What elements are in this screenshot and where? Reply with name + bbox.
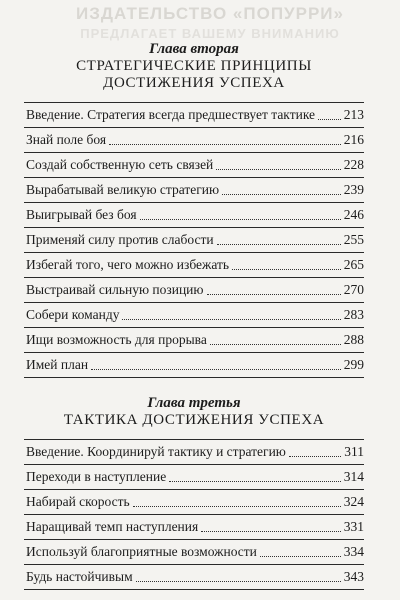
- chapter-label: Глава третья: [147, 395, 241, 411]
- toc-entry[interactable]: [24, 228, 364, 253]
- leader-dots: [169, 481, 341, 482]
- leader-dots: [207, 294, 341, 295]
- leader-dots: [133, 506, 341, 507]
- entry-title: Собери команду: [26, 307, 120, 322]
- entry-title: Переходи в наступление: [26, 469, 167, 484]
- leader-dots: [318, 119, 341, 120]
- toc-entry[interactable]: [24, 103, 364, 128]
- page-number: 239: [343, 182, 364, 197]
- toc-entry[interactable]: [24, 303, 364, 328]
- page-number: 314: [343, 469, 364, 484]
- toc-entry[interactable]: [24, 328, 364, 353]
- toc-list: [24, 439, 364, 590]
- page-number: 283: [343, 307, 364, 322]
- leader-dots: [217, 244, 341, 245]
- entry-title: Выигрывай без боя: [26, 207, 137, 222]
- chapter-label: Глава вторая: [149, 41, 239, 57]
- bleed-through-text: ИЗДАТЕЛЬСТВО «ПОПУРРИ»: [76, 4, 344, 23]
- leader-dots: [222, 194, 341, 195]
- leader-dots: [232, 269, 341, 270]
- chapter-title: ТАКТИКА ДОСТИЖЕНИЯ УСПЕХА: [63, 412, 325, 428]
- toc-entry[interactable]: [24, 203, 364, 228]
- toc-entry[interactable]: [24, 128, 364, 153]
- chapter-heading: [24, 394, 364, 429]
- leader-dots: [289, 456, 341, 457]
- leader-dots: [216, 169, 340, 170]
- toc-entry[interactable]: [24, 465, 364, 490]
- page-number: 213: [343, 107, 364, 122]
- toc-entry[interactable]: [24, 565, 364, 590]
- entry-title: Применяй силу против слабости: [26, 232, 214, 247]
- leader-dots: [122, 319, 340, 320]
- page-number: 343: [343, 569, 364, 584]
- toc-entry[interactable]: [24, 440, 364, 465]
- leader-dots: [210, 344, 341, 345]
- leader-dots: [109, 144, 341, 145]
- toc-entry[interactable]: [24, 490, 364, 515]
- entry-title: Используй благоприятные возможности: [26, 544, 257, 559]
- chapter-title: ДОСТИЖЕНИЯ УСПЕХА: [103, 75, 285, 91]
- leader-dots: [91, 369, 341, 370]
- page-number: 216: [343, 132, 364, 147]
- leader-dots: [140, 219, 341, 220]
- entry-title: Вырабатывай великую стратегию: [26, 182, 220, 197]
- chapter-title: СТРАТЕГИЧЕСКИЕ ПРИНЦИПЫ: [76, 58, 312, 74]
- toc-entry[interactable]: [24, 353, 364, 378]
- entry-title: Ищи возможность для прорыва: [26, 332, 207, 347]
- page-number: 288: [343, 332, 364, 347]
- entry-title: Будь настойчивым: [26, 569, 133, 584]
- toc-entry[interactable]: [24, 178, 364, 203]
- toc-entry[interactable]: [24, 153, 364, 178]
- page-number: 270: [343, 282, 364, 297]
- entry-title: Введение. Координируй тактику и стратегию: [26, 444, 286, 459]
- chapter-heading: [24, 40, 364, 92]
- toc-entry[interactable]: [24, 278, 364, 303]
- entry-title: Избегай того, чего можно избежать: [26, 257, 230, 272]
- leader-dots: [136, 581, 341, 582]
- entry-title: Набирай скорость: [26, 494, 130, 509]
- leader-dots: [201, 531, 341, 532]
- bleed-through-text: ПРЕДЛАГАЕТ ВАШЕМУ ВНИМАНИЮ: [80, 26, 340, 41]
- toc-entry[interactable]: [24, 515, 364, 540]
- entry-title: Имей план: [26, 357, 89, 372]
- page-number: 299: [343, 357, 364, 372]
- page-number: 265: [343, 257, 364, 272]
- entry-title: Создай собственную сеть связей: [26, 157, 214, 172]
- page-number: 311: [344, 444, 364, 459]
- entry-title: Знай поле боя: [26, 132, 107, 147]
- page-number: 228: [343, 157, 364, 172]
- entry-title: Выстраивай сильную позицию: [26, 282, 204, 297]
- entry-title: Введение. Стратегия всегда предшествует тактике: [26, 107, 316, 122]
- page-number: 331: [343, 519, 364, 534]
- page-number: 246: [343, 207, 364, 222]
- toc-entry[interactable]: [24, 253, 364, 278]
- page-number: 334: [343, 544, 364, 559]
- page-number: 324: [343, 494, 364, 509]
- page-number: 255: [343, 232, 364, 247]
- leader-dots: [260, 556, 341, 557]
- toc-list: [24, 102, 364, 378]
- entry-title: Наращивай темп наступления: [26, 519, 199, 534]
- toc-entry[interactable]: [24, 540, 364, 565]
